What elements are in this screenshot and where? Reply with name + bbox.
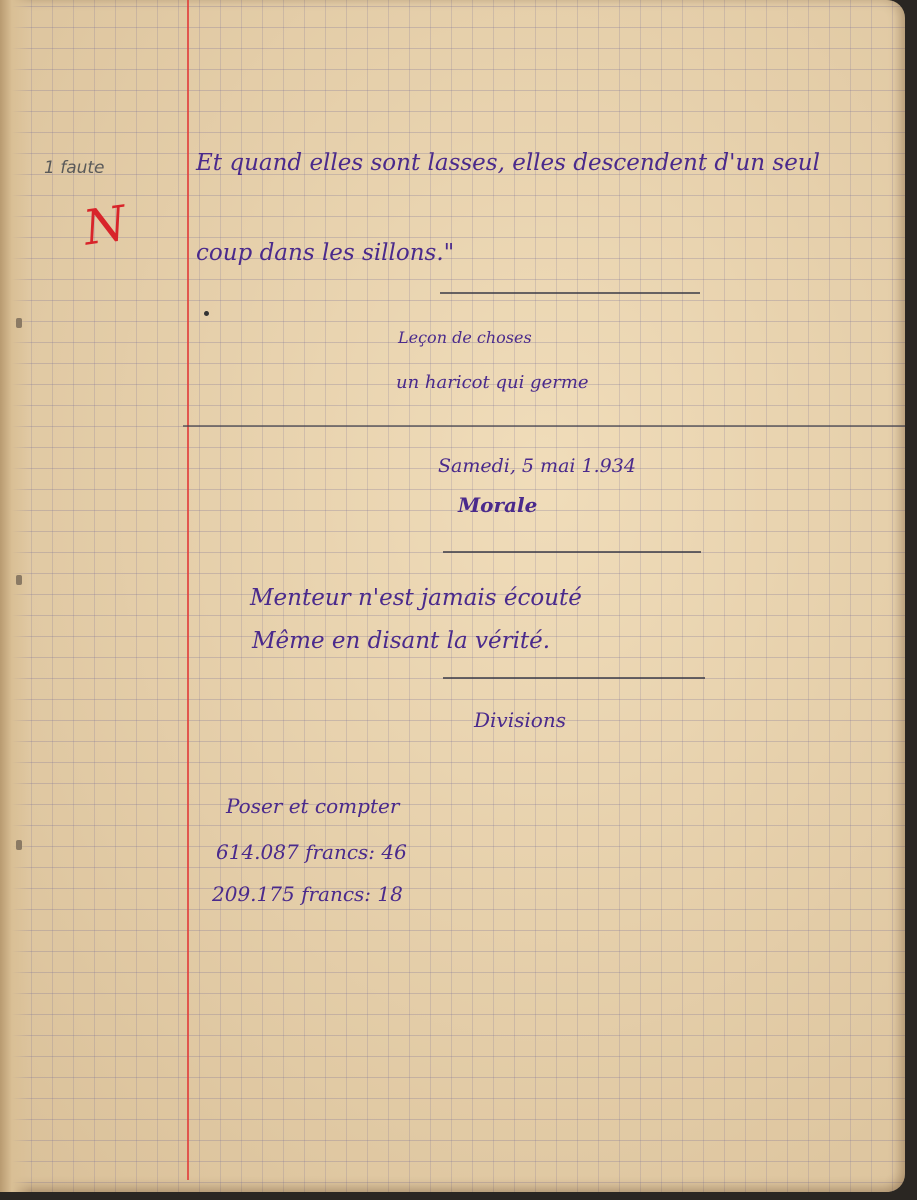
- divisions-title: Divisions: [474, 708, 566, 732]
- staple: [16, 318, 22, 328]
- division-problem-1: 614.087 francs: 46: [216, 840, 407, 864]
- notebook-binding: [0, 0, 30, 1192]
- staple: [16, 840, 22, 850]
- lesson-subject: un haricot qui germe: [396, 372, 589, 393]
- divider-rule: [443, 551, 701, 553]
- ink-dot: [204, 311, 209, 316]
- staple: [16, 575, 22, 585]
- lesson-date: Samedi, 5 mai 1.934: [438, 455, 636, 477]
- dictation-line-1: Et quand elles sont lasses, elles descendent d'un seul: [196, 150, 820, 176]
- section-divider: [183, 425, 905, 427]
- division-problem-2: 209.175 francs: 18: [212, 882, 403, 906]
- proverb-line-1: Menteur n'est jamais écouté: [250, 585, 582, 611]
- dictation-line-2: coup dans les sillons.": [196, 240, 455, 266]
- divider-rule: [440, 292, 700, 294]
- red-margin-line: [187, 0, 189, 1180]
- divider-rule: [443, 677, 705, 679]
- error-count-note: 1 faute: [44, 158, 105, 178]
- divisions-instruction: Poser et compter: [226, 794, 400, 818]
- proverb-line-2: Même en disant la vérité.: [252, 628, 551, 654]
- morale-title: Morale: [458, 493, 538, 517]
- teacher-grade: N: [80, 195, 130, 257]
- lesson-title: Leçon de choses: [398, 328, 532, 347]
